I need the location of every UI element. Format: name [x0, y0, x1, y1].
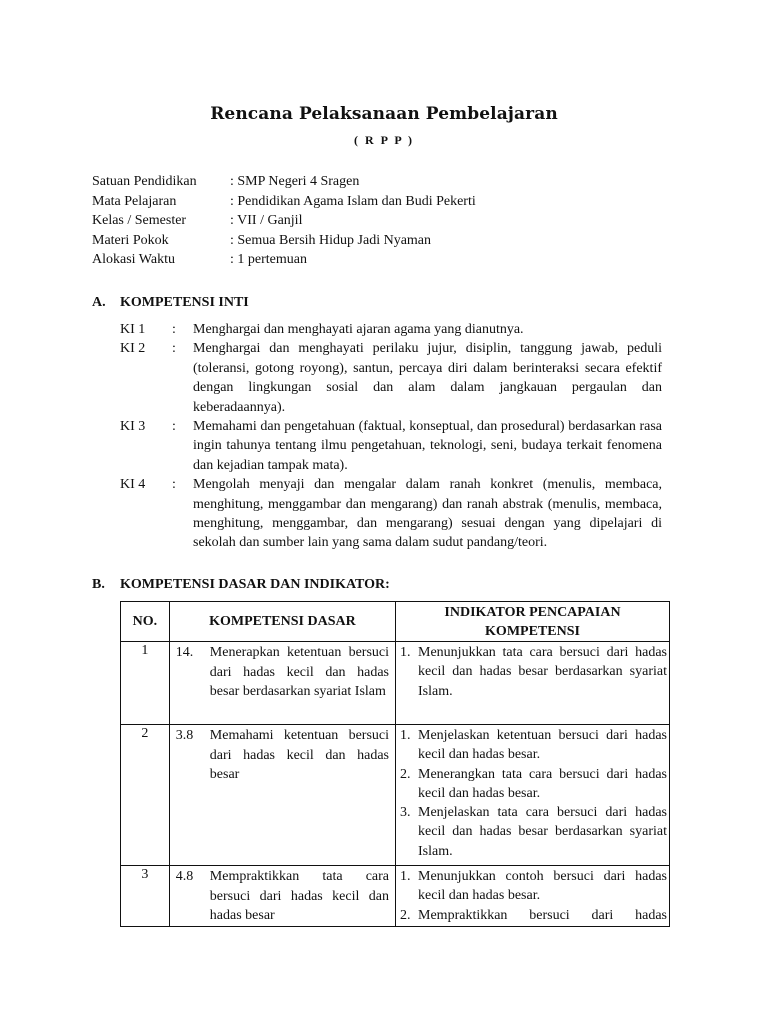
row-number: 2 — [121, 725, 170, 866]
indicator-number: 2. — [400, 907, 411, 923]
indicator-number: 1. — [400, 645, 411, 660]
kd-number: 4.8 — [175, 869, 194, 885]
document-title: Rencana Pelaksanaan Pembelajaran — [210, 104, 558, 124]
row-number: 1 — [121, 642, 170, 725]
identity-value: : Pendidikan Agama Islam dan Budi Pekerti — [230, 193, 476, 209]
indicator-text: Menjelaskan ketentuan bersuci dari hadas kecil dan hadas besar. — [418, 728, 667, 763]
list-item — [400, 726, 667, 765]
identity-row — [92, 250, 476, 270]
indicator-cell — [396, 725, 670, 866]
indicator-text: Mempraktikkan bersuci dari hadas — [418, 907, 667, 923]
indicator-cell — [396, 642, 670, 725]
ki-code: KI 3 — [120, 419, 146, 435]
ki-text: Memahami dan pengetahuan (faktual, konseptual, dan prosedural) berdasarkan rasa ingin tahunya tentang ilmu pengetahuan, teknologi, seni, budaya terkait fenomena dan kejadian tampak mata). — [193, 419, 662, 473]
identity-label: Materi Pokok — [92, 232, 169, 248]
ki-colon: : — [172, 322, 176, 337]
kd-cell — [169, 725, 395, 866]
ki-code: KI 2 — [120, 341, 146, 357]
identity-label: Satuan Pendidikan — [92, 174, 197, 189]
document-subtitle: ( R P P ) — [354, 133, 414, 147]
identity-value: : VII / Ganjil — [230, 213, 303, 229]
ki-code: KI 4 — [120, 477, 146, 493]
identity-row — [92, 172, 476, 192]
identity-value: : SMP Negeri 4 Sragen — [230, 174, 360, 189]
section-letter: B. — [92, 577, 105, 592]
ki-colon: : — [172, 341, 176, 357]
identity-label: Kelas / Semester — [92, 213, 187, 229]
kd-number: 14. — [175, 645, 194, 660]
ki-colon: : — [172, 477, 176, 493]
indicator-number: 1. — [400, 728, 411, 743]
kompetensi-inti-list — [120, 320, 662, 553]
section-title: KOMPETENSI INTI — [120, 295, 249, 310]
identity-label: Alokasi Waktu — [92, 252, 175, 268]
ki-text: Menghargai dan menghayati ajaran agama yang dianutnya. — [193, 322, 524, 337]
list-item — [400, 906, 667, 925]
identity-value: : Semua Bersih Hidup Jadi Nyaman — [230, 232, 432, 248]
ki-code: KI 1 — [120, 322, 146, 337]
indicator-number: 3. — [400, 805, 411, 821]
list-item — [400, 643, 667, 701]
kd-text: Menerapkan ketentuan bersuci dari hadas kecil dan hadas besar berdasarkan syariat Islam — [209, 645, 390, 699]
identity-row — [92, 211, 476, 231]
kd-text: Mempraktikkan tata cara bersuci dari hadas kecil dan hadas besar — [209, 869, 390, 924]
kd-cell — [169, 642, 395, 725]
kompetensi-table — [120, 601, 670, 927]
section-a-heading — [92, 295, 249, 311]
identity-value: : 1 pertemuan — [230, 252, 307, 268]
list-item — [400, 867, 667, 906]
kd-number: 3.8 — [175, 728, 194, 743]
ki-item — [120, 417, 662, 475]
identity-row — [92, 231, 476, 251]
indicator-number: 2. — [400, 766, 411, 782]
kd-text: Memahami ketentuan bersuci dari hadas kecil dan hadas besar — [209, 728, 390, 782]
kd-cell — [169, 866, 395, 927]
table-row — [121, 642, 670, 725]
table-header-row — [121, 602, 670, 642]
list-item — [400, 765, 667, 804]
row-number: 3 — [121, 866, 170, 927]
table-row — [121, 725, 670, 866]
section-b-heading — [92, 577, 390, 593]
indicator-text: Menerangkan tata cara bersuci dari hadas kecil dan hadas besar. — [418, 766, 667, 801]
ki-text: Menghargai dan menghayati perilaku jujur, disiplin, tanggung jawab, peduli (toleransi, gotong royong), santun, percaya diri dalam berinteraksi secara efektif dengan lingkungan sosial dan alam dalam jangkauan pergaulan dan keberadaannya). — [193, 341, 662, 415]
list-item — [400, 803, 667, 861]
section-letter: A. — [92, 295, 106, 310]
ki-colon: : — [172, 419, 176, 435]
indicator-cell — [396, 866, 670, 927]
identity-row — [92, 192, 476, 212]
indicator-text: Menunjukkan contoh bersuci dari hadas kecil dan hadas besar. — [418, 869, 667, 904]
section-title: KOMPETENSI DASAR DAN INDIKATOR: — [120, 577, 390, 592]
identity-label: Mata Pelajaran — [92, 193, 177, 209]
ki-item — [120, 475, 662, 553]
identity-block — [92, 172, 476, 270]
indicator-number: 1. — [400, 869, 411, 885]
ki-item — [120, 339, 662, 417]
header-indikator: INDIKATOR PENCAPAIAN KOMPETENSI — [396, 602, 670, 642]
header-kompetensi-dasar: KOMPETENSI DASAR — [169, 602, 395, 642]
ki-item — [120, 320, 662, 339]
indicator-text: Menjelaskan tata cara bersuci dari hadas kecil dan hadas besar berdasarkan syariat Islam. — [418, 805, 667, 859]
indicator-text: Menunjukkan tata cara bersuci dari hadas kecil dan hadas besar berdasarkan syariat Islam. — [418, 645, 667, 699]
header-no: NO. — [121, 602, 170, 642]
ki-text: Mengolah menyaji dan mengalar dalam ranah konkret (menulis, membaca, menghitung, menggambar dan mengarang) dan ranah abstrak (menulis, membaca, menghitung, menggambar, dan mengarang) sesuai dengan yang dipelajari di sekolah dan sumber lain yang sama dalam sudut pandang/teori. — [193, 477, 662, 551]
table-row — [121, 866, 670, 927]
